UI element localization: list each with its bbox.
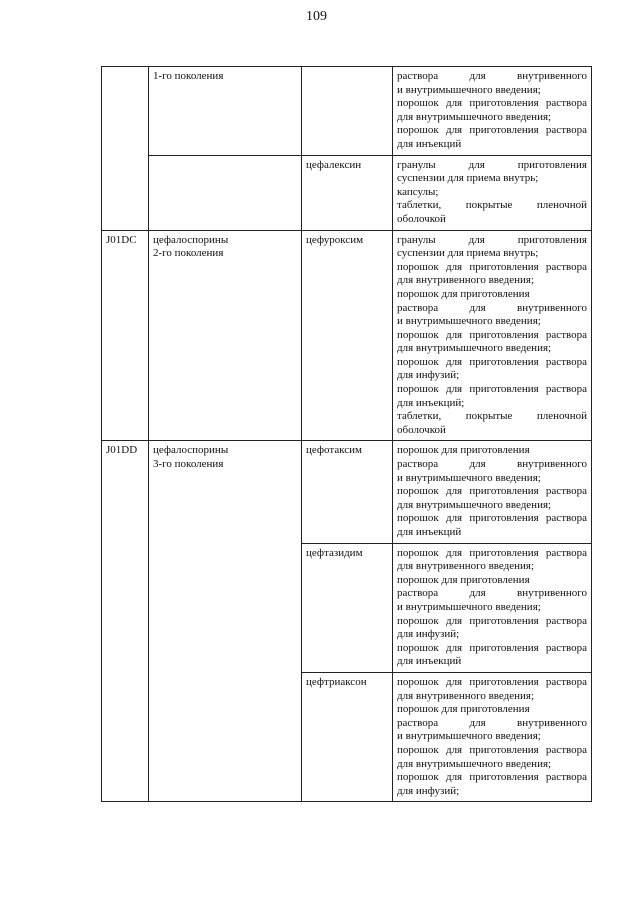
dosage-form-line: для внутримышечного введения; bbox=[397, 757, 552, 770]
dosage-form-line: таблетки, покрытые пленочной bbox=[397, 410, 587, 423]
table-row bbox=[102, 155, 592, 230]
table-row bbox=[102, 230, 592, 441]
dosage-form-line: для внутримышечного введения; bbox=[397, 110, 552, 123]
dosage-form-line: порошок для приготовления раствора bbox=[397, 328, 587, 341]
drug-name-cell: цефотаксим bbox=[302, 441, 393, 543]
dosage-form-line: раствора для внутривенного bbox=[397, 70, 587, 82]
dosage-forms-cell bbox=[393, 441, 592, 543]
dosage-form-line: порошок для приготовления раствора bbox=[397, 675, 587, 688]
table-row bbox=[102, 67, 592, 156]
dosage-forms-cell bbox=[393, 672, 592, 801]
drug-group-line: цефалоспорины bbox=[153, 444, 229, 457]
drug-group-line: 3-го поколения bbox=[153, 458, 224, 471]
dosage-form-line: для внутривенного введения; bbox=[397, 274, 535, 287]
dosage-form-line: для внутримышечного введения; bbox=[397, 342, 552, 355]
dosage-form-line: капсулы; bbox=[397, 185, 439, 198]
atc-code-cell bbox=[102, 67, 149, 231]
dosage-form-line: порошок для приготовления раствора bbox=[397, 124, 587, 137]
dosage-forms-cell bbox=[393, 155, 592, 230]
dosage-form-line: суспензии для приема внутрь; bbox=[397, 247, 539, 260]
dosage-form-line: и внутримышечного введения; bbox=[397, 83, 541, 96]
dosage-form-line: для внутримышечного введения; bbox=[397, 498, 552, 511]
dosage-form-line: и внутримышечного введения; bbox=[397, 471, 541, 484]
dosage-form-line: таблетки, покрытые пленочной bbox=[397, 199, 587, 212]
dosage-form-line: оболочкой bbox=[397, 212, 446, 225]
drug-group-line: цефалоспорины bbox=[153, 233, 229, 246]
dosage-form-line: для инфузий; bbox=[397, 784, 460, 797]
dosage-form-line: раствора для внутривенного bbox=[397, 587, 587, 600]
drug-name-cell: цефуроксим bbox=[302, 230, 393, 441]
dosage-form-line: и внутримышечного введения; bbox=[397, 730, 541, 743]
drug-name-cell: цефтазидим bbox=[302, 543, 393, 672]
dosage-form-line: порошок для приготовления раствора bbox=[397, 743, 587, 756]
dosage-form-line: порошок для приготовления раствора bbox=[397, 546, 587, 559]
atc-code-cell: J01DD bbox=[102, 441, 149, 802]
table-row bbox=[102, 441, 592, 543]
dosage-form-line: раствора для внутривенного bbox=[397, 458, 587, 471]
dosage-form-line: порошок для приготовления bbox=[397, 573, 530, 586]
dosage-forms-cell bbox=[393, 67, 592, 156]
dosage-form-line: для инъекций bbox=[397, 526, 462, 538]
dosage-form-line: порошок для приготовления bbox=[397, 287, 530, 300]
dosage-form-line: гранулы для приготовления bbox=[397, 158, 587, 171]
drug-table-body bbox=[102, 67, 592, 802]
dosage-form-line: раствора для внутривенного bbox=[397, 716, 587, 729]
dosage-form-line: для инъекций bbox=[397, 137, 462, 150]
dosage-form-line: порошок для приготовления bbox=[397, 703, 530, 716]
drug-group-line: 2-го поколения bbox=[153, 247, 224, 260]
dosage-form-line: порошок для приготовления раствора bbox=[397, 97, 587, 110]
drug-group-cell bbox=[149, 67, 302, 156]
dosage-form-line: гранулы для приготовления bbox=[397, 233, 587, 246]
dosage-form-line: суспензии для приема внутрь; bbox=[397, 172, 539, 185]
drug-name-cell bbox=[302, 67, 393, 156]
dosage-form-line: раствора для внутривенного bbox=[397, 301, 587, 314]
drug-group-line: 1-го поколения bbox=[153, 70, 224, 82]
dosage-form-line: порошок для приготовления раствора bbox=[397, 355, 587, 368]
dosage-form-line: для инъекций; bbox=[397, 396, 465, 409]
dosage-form-line: порошок для приготовления раствора bbox=[397, 512, 587, 525]
drug-group-cell bbox=[149, 441, 302, 802]
dosage-form-line: для инфузий; bbox=[397, 369, 460, 382]
dosage-forms-cell bbox=[393, 230, 592, 441]
drug-group-cell bbox=[149, 155, 302, 230]
dosage-form-line: и внутримышечного введения; bbox=[397, 315, 541, 328]
drug-name-cell: цефалексин bbox=[302, 155, 393, 230]
dosage-form-line: порошок для приготовления bbox=[397, 444, 530, 457]
dosage-form-line: для инфузий; bbox=[397, 628, 460, 641]
drug-name-cell: цефтриаксон bbox=[302, 672, 393, 801]
dosage-form-line: порошок для приготовления раствора bbox=[397, 771, 587, 784]
drug-table bbox=[101, 66, 592, 802]
dosage-form-line: для внутривенного введения; bbox=[397, 560, 535, 573]
dosage-form-line: оболочкой bbox=[397, 423, 446, 436]
dosage-form-line: порошок для приготовления раствора bbox=[397, 485, 587, 498]
page-number: 109 bbox=[306, 9, 327, 24]
dosage-form-line: порошок для приготовления раствора bbox=[397, 641, 587, 654]
dosage-form-line: порошок для приготовления раствора bbox=[397, 614, 587, 627]
drug-group-cell bbox=[149, 230, 302, 441]
atc-code-cell: J01DC bbox=[102, 230, 149, 441]
dosage-forms-cell bbox=[393, 543, 592, 672]
dosage-form-line: и внутримышечного введения; bbox=[397, 600, 541, 613]
dosage-form-line: порошок для приготовления раствора bbox=[397, 383, 587, 396]
dosage-form-line: порошок для приготовления раствора bbox=[397, 260, 587, 273]
dosage-form-line: для инъекций bbox=[397, 655, 462, 668]
dosage-form-line: для внутривенного введения; bbox=[397, 689, 535, 702]
